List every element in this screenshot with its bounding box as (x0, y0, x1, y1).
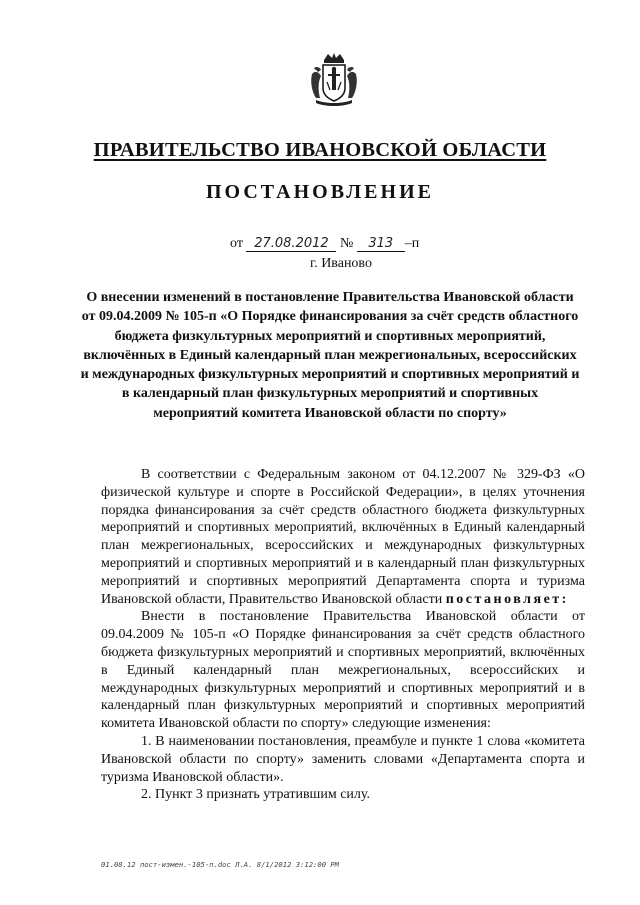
document-type-title: ПОСТАНОВЛЕНИЕ (206, 181, 434, 203)
amendment-item-1: 1. В наименовании постановления, преамбуле и пункте 1 слова «комитета Ивановской области по спорту» заменить словами «Департамента спорта и туризма Ивановской области». (101, 733, 585, 785)
amendment-item-2: 2. Пункт 3 признать утратившим силу. (141, 787, 370, 803)
decree-body (101, 466, 585, 804)
amendment-paragraph: Внести в постановление Правительства Ивановской области от 09.04.2009 № 105-п «О Порядке финансирования за счёт средств областного бюджета физкультурных мероприятий и спортивных мероприятий, включённых в Единый календарный план межрегиональных, всероссийских и международных физкультурных мероприятий и спортивных мероприятий и в календарный план физкультурных мероприятий и спортивных мероприятий комитета Ивановской области по спорту» следующие изменения: (101, 609, 585, 732)
date-value: 27.08.2012 (246, 236, 336, 252)
number-prefix: № (339, 236, 354, 251)
date-prefix: от (230, 236, 243, 251)
government-title: ПРАВИТЕЛЬСТВО ИВАНОВСКОЙ ОБЛАСТИ (93, 139, 547, 161)
file-info-footer: 01.08.12 пост-измен.-105-п.doc Л.А. 8/1/2012 3:12:00 PM (101, 860, 339, 869)
decree-word: постановляет: (445, 591, 569, 607)
city-line: г. Иваново (310, 256, 372, 271)
number-value: 313 (357, 236, 405, 252)
date-number-line (230, 236, 419, 252)
preamble-paragraph (101, 466, 585, 608)
number-suffix: –п (404, 236, 420, 251)
preamble-text: В соответствии с Федеральным законом от 04.12.2007 № 329-ФЗ «О физической культуре и спорте в Российской Федерации», в целях уточнения порядка финансирования за счёт средств областного бюджета физкультурных мероприятий и спортивных мероприятий, включённых в Единый календарный план межрегиональных, всероссийских и международных физкультурных мероприятий и спортивных мероприятий и в календарный план физкультурных мероприятий и спортивных мероприятий Департамента спорта и туризма Ивановской области, Правительство Ивановской области (101, 467, 585, 607)
coat-of-arms-emblem (310, 52, 358, 108)
decree-subject: О внесении изменений в постановление Правительства Ивановской области от 09.04.2009 № 105-п «О Порядке финансирования за счёт средств областного бюджета физкультурных мероприятий и спортивных мероприятий, включённых в Единый календарный план межрегиональных, всероссийских и международных физкультурных мероприятий и спортивных мероприятий и в календарный план физкультурных мероприятий и спортивных мероприятий комитета Ивановской области по спорту» (80, 290, 580, 421)
